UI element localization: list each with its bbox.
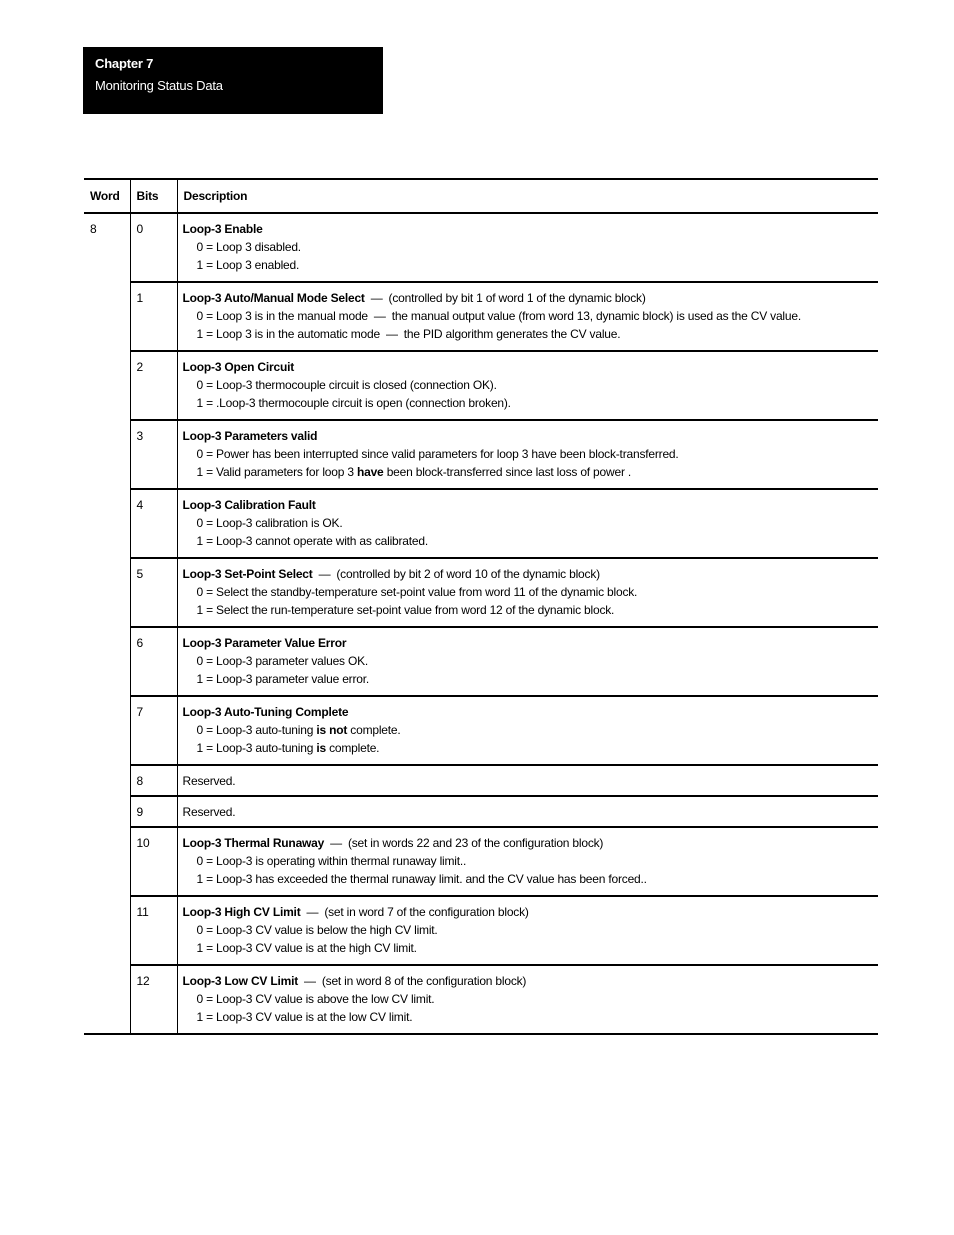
em-dash: — — [306, 905, 319, 919]
description-title: Loop-3 High CV Limit — [182, 905, 301, 919]
state-line — [183, 463, 879, 481]
description-note: (set in words 22 and 23 of the configuration block) — [347, 836, 604, 850]
state-line: 0 = Loop-3 parameter values OK. — [196, 654, 369, 668]
table-row — [84, 796, 878, 827]
bit-cell: 5 — [130, 558, 177, 627]
bit-cell: 8 — [130, 765, 177, 796]
bit-cell: 12 — [130, 965, 177, 1034]
state-text: the manual output value (from word 13, dynamic block) is used as the CV value. — [391, 309, 801, 323]
state-text: been block-transferred since last loss of power . — [386, 465, 632, 479]
state-line: 0 = Loop-3 CV value is above the low CV limit. — [196, 992, 435, 1006]
description-title: Loop-3 Enable — [182, 222, 263, 236]
em-dash: — — [330, 836, 342, 850]
word-cell: 8 — [84, 213, 130, 1034]
bit-cell: 9 — [130, 796, 177, 827]
description-title: Loop-3 Auto/Manual Mode Select — [182, 291, 365, 305]
description-cell — [177, 489, 878, 558]
em-dash: — — [318, 567, 331, 581]
table-row — [84, 489, 878, 558]
table-row — [84, 213, 878, 282]
table-header-row — [84, 179, 878, 213]
table-row — [84, 696, 878, 765]
em-dash: — — [373, 309, 386, 323]
state-line: 0 = Loop-3 is operating within thermal runaway limit.. — [196, 854, 467, 868]
column-header-bits: Bits — [130, 179, 177, 213]
bit-cell: 4 — [130, 489, 177, 558]
table-row — [84, 627, 878, 696]
state-emphasis: is — [316, 741, 326, 755]
description-title: Loop-3 Parameters valid — [182, 429, 318, 443]
table-row — [84, 765, 878, 796]
table-row — [84, 896, 878, 965]
state-line — [183, 307, 879, 325]
description-title: Loop-3 Thermal Runaway — [182, 836, 325, 850]
description-cell — [177, 965, 878, 1034]
state-line: 0 = Loop-3 CV value is below the high CV limit. — [196, 923, 438, 937]
state-line: 0 = Loop 3 disabled. — [196, 240, 301, 254]
state-emphasis: is not — [316, 723, 348, 737]
description-cell — [177, 420, 878, 489]
column-header-word: Word — [84, 179, 130, 213]
state-line: 1 = .Loop-3 thermocouple circuit is open (connection broken). — [196, 396, 511, 410]
description-title: Loop-3 Open Circuit — [182, 360, 295, 374]
description-cell — [177, 558, 878, 627]
column-header-description: Description — [177, 179, 878, 213]
description-title: Loop-3 Auto-Tuning Complete — [182, 705, 349, 719]
state-line: 0 = Loop-3 calibration is OK. — [196, 516, 343, 530]
description-note: (controlled by bit 2 of word 10 of the dynamic block) — [336, 567, 600, 581]
description-cell: Reserved. — [177, 765, 878, 796]
description-note: (set in word 7 of the configuration block) — [324, 905, 529, 919]
state-line: 0 = Power has been interrupted since valid parameters for loop 3 have been block-transferred. — [196, 447, 679, 461]
description-cell: Reserved. — [177, 796, 878, 827]
description-cell — [177, 213, 878, 282]
bit-cell: 3 — [130, 420, 177, 489]
description-title: Loop-3 Parameter Value Error — [182, 636, 347, 650]
description-note: (controlled by bit 1 of word 1 of the dynamic block) — [388, 291, 646, 305]
state-text: 1 = Loop 3 is in the automatic mode — [196, 327, 380, 341]
bit-cell: 10 — [130, 827, 177, 896]
description-note: (set in word 8 of the configuration block) — [321, 974, 527, 988]
chapter-label: Chapter 7 — [95, 56, 154, 71]
description-cell — [177, 627, 878, 696]
em-dash: — — [304, 974, 316, 988]
em-dash: — — [385, 327, 398, 341]
bit-cell: 0 — [130, 213, 177, 282]
state-text: 1 = Valid parameters for loop 3 — [196, 465, 354, 479]
state-line: 0 = Select the standby-temperature set-point value from word 11 of the dynamic block. — [196, 585, 638, 599]
state-line: 0 = Loop-3 thermocouple circuit is closed (connection OK). — [196, 378, 497, 392]
state-text: the PID algorithm generates the CV value. — [403, 327, 621, 341]
chapter-subtitle: Monitoring Status Data — [95, 78, 223, 93]
state-line: 1 = Loop 3 enabled. — [196, 258, 300, 272]
state-line: 1 = Loop-3 CV value is at the high CV limit. — [196, 941, 417, 955]
state-text: complete. — [350, 723, 401, 737]
state-line — [183, 325, 879, 343]
description-cell — [177, 827, 878, 896]
state-line: 1 = Loop-3 parameter value error. — [196, 672, 370, 686]
state-line — [183, 739, 879, 757]
state-text: complete. — [329, 741, 380, 755]
table-row — [84, 282, 878, 351]
em-dash: — — [370, 291, 383, 305]
bit-cell: 6 — [130, 627, 177, 696]
state-text: 0 = Loop-3 auto-tuning — [196, 723, 314, 737]
description-cell — [177, 896, 878, 965]
bit-cell: 2 — [130, 351, 177, 420]
table-row — [84, 965, 878, 1034]
state-line: 1 = Loop-3 CV value is at the low CV limit. — [196, 1010, 413, 1024]
description-title: Loop-3 Calibration Fault — [182, 498, 316, 512]
chapter-header — [83, 47, 383, 114]
table-row — [84, 558, 878, 627]
status-data-table — [84, 178, 878, 1035]
description-cell — [177, 351, 878, 420]
table-row — [84, 827, 878, 896]
table-row — [84, 420, 878, 489]
state-line — [183, 721, 879, 739]
state-text: 1 = Loop-3 auto-tuning — [196, 741, 314, 755]
state-text: 0 = Loop 3 is in the manual mode — [196, 309, 368, 323]
description-cell — [177, 282, 878, 351]
bit-cell: 1 — [130, 282, 177, 351]
bit-cell: 11 — [130, 896, 177, 965]
bit-cell: 7 — [130, 696, 177, 765]
state-line: 1 = Select the run-temperature set-point value from word 12 of the dynamic block. — [196, 603, 615, 617]
table-row — [84, 351, 878, 420]
description-title: Loop-3 Set-Point Select — [182, 567, 313, 581]
description-cell — [177, 696, 878, 765]
state-line: 1 = Loop-3 cannot operate with as calibrated. — [196, 534, 428, 548]
state-emphasis: have — [356, 465, 384, 479]
description-title: Loop-3 Low CV Limit — [182, 974, 299, 988]
state-line: 1 = Loop-3 has exceeded the thermal runaway limit. and the CV value has been forced.. — [196, 872, 647, 886]
